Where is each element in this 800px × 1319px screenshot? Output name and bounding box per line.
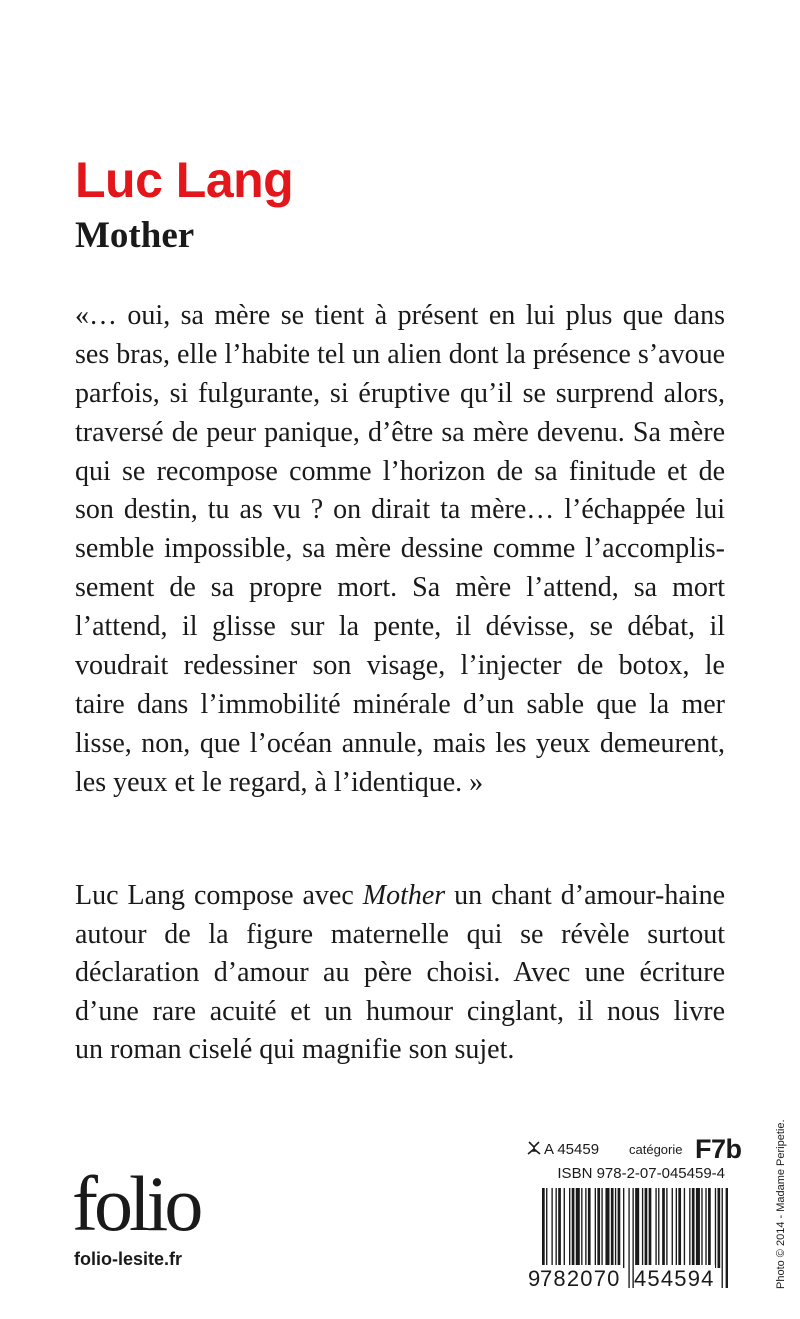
barcode-bar <box>564 1188 565 1268</box>
category-label: catégorie <box>629 1142 683 1157</box>
barcode-bar <box>635 1188 639 1268</box>
barcode-bar <box>569 1188 570 1268</box>
blurb-line: d’une rare acuité et un humour cinglant, il nous livre <box>75 995 725 1027</box>
excerpt-quote <box>75 297 725 803</box>
barcode-bar <box>705 1188 706 1268</box>
excerpt-line: traversé de peur panique, d’être sa mère devenu. Sa mère <box>75 416 725 448</box>
barcode-bar <box>615 1188 616 1268</box>
excerpt-line: sement de sa propre mort. Sa mère l’attend, sa mort <box>75 572 725 604</box>
excerpt-line: les yeux et le regard, à l’identique. » <box>75 766 484 798</box>
barcode-bar <box>676 1188 677 1268</box>
barcode-bar <box>649 1188 652 1268</box>
book-title: Mother <box>75 215 195 256</box>
barcode-digits <box>528 1265 728 1293</box>
excerpt-line: ses bras, elle l’habite tel un alien dont la présence s’avoue <box>75 338 725 370</box>
barcode-bar <box>718 1188 721 1268</box>
catalog-code-row <box>526 1134 742 1164</box>
barcode-bar <box>684 1188 685 1268</box>
excerpt-line: semble impossible, sa mère dessine comme l’accomplis- <box>75 533 725 565</box>
barcode-bar <box>558 1188 561 1268</box>
blurb-paragraph <box>75 877 725 1070</box>
barcode-bar <box>581 1188 582 1268</box>
barcode-bar <box>692 1188 695 1268</box>
category-value: F7b <box>695 1134 742 1164</box>
folio-mark-icon <box>526 1140 542 1156</box>
barcode-digits-left: 782070 <box>540 1266 621 1291</box>
barcode-bar <box>595 1188 596 1268</box>
barcode-bar <box>556 1188 557 1268</box>
barcode-bar <box>576 1188 580 1268</box>
barcode-bar <box>618 1188 621 1268</box>
excerpt-line: son destin, tu as vu ? on dirait ta mère… l’échappée lui <box>75 494 725 526</box>
barcode-bar <box>715 1188 716 1268</box>
barcode-bar <box>551 1188 552 1268</box>
excerpt-line: parfois, si fulgurante, si éruptive qu’il se surprend alors, <box>75 377 725 409</box>
barcode-bar <box>611 1188 614 1268</box>
excerpt-line: l’attend, il glisse sur la pente, il dévisse, se débat, il <box>75 611 725 643</box>
blurb-line: un roman ciselé qui magnifie son sujet. <box>75 1034 515 1065</box>
barcode-bar <box>645 1188 648 1268</box>
blurb-line: autour de la figure maternelle qui se révèle surtout <box>75 918 725 950</box>
catalog-code: A 45459 <box>544 1141 600 1158</box>
barcode-bar <box>666 1188 667 1268</box>
barcode-bar <box>689 1188 690 1268</box>
publisher-website[interactable]: folio-lesite.fr <box>74 1249 183 1269</box>
barcode-bar <box>623 1188 624 1268</box>
photo-credit: Photo © 2014 - Madame Peripetie. <box>775 1119 787 1289</box>
excerpt-line: voudrait redessiner son visage, l’injecter de botox, le <box>75 650 725 682</box>
barcode-bar <box>708 1188 711 1268</box>
excerpt-line: «… oui, sa mère se tient à présent en lui plus que dans <box>75 300 725 331</box>
barcode-bar <box>597 1188 600 1268</box>
isbn: ISBN 978-2-07-045459-4 <box>557 1165 725 1182</box>
barcode-bar <box>701 1188 702 1268</box>
barcode-digit-first: 9 <box>528 1266 541 1291</box>
barcode-bar <box>662 1188 665 1268</box>
barcode-bar <box>605 1188 609 1268</box>
blurb-title-emphasis: Mother <box>362 880 446 911</box>
blurb-line: déclaration d’amour au père choisi. Avec une écriture <box>75 957 725 988</box>
barcode-bar <box>572 1188 575 1268</box>
folio-logo: folio <box>72 1160 200 1247</box>
blurb-line: Luc Lang compose avec Mother un chant d’amour-haine <box>75 880 725 911</box>
barcode-bar <box>696 1188 700 1268</box>
excerpt-line: lisse, non, que l’océan annule, mais les yeux demeurent, <box>75 727 725 759</box>
barcode-bar <box>655 1188 656 1268</box>
barcode-digits-right: 454594 <box>634 1266 715 1291</box>
barcode-bar <box>642 1188 643 1268</box>
excerpt-line: taire dans l’immobilité minérale d’un sable que la mer <box>75 688 725 720</box>
barcode-bar <box>588 1188 591 1268</box>
barcode-bar <box>601 1188 602 1268</box>
excerpt-line: qui se recompose comme l’horizon de sa finitude et de <box>75 455 725 487</box>
barcode-bar <box>546 1188 547 1268</box>
barcode-bar <box>672 1188 673 1268</box>
author-name: Luc Lang <box>75 152 294 208</box>
barcode-bar <box>658 1188 659 1268</box>
barcode-bar <box>678 1188 681 1268</box>
barcode-bar <box>585 1188 586 1268</box>
